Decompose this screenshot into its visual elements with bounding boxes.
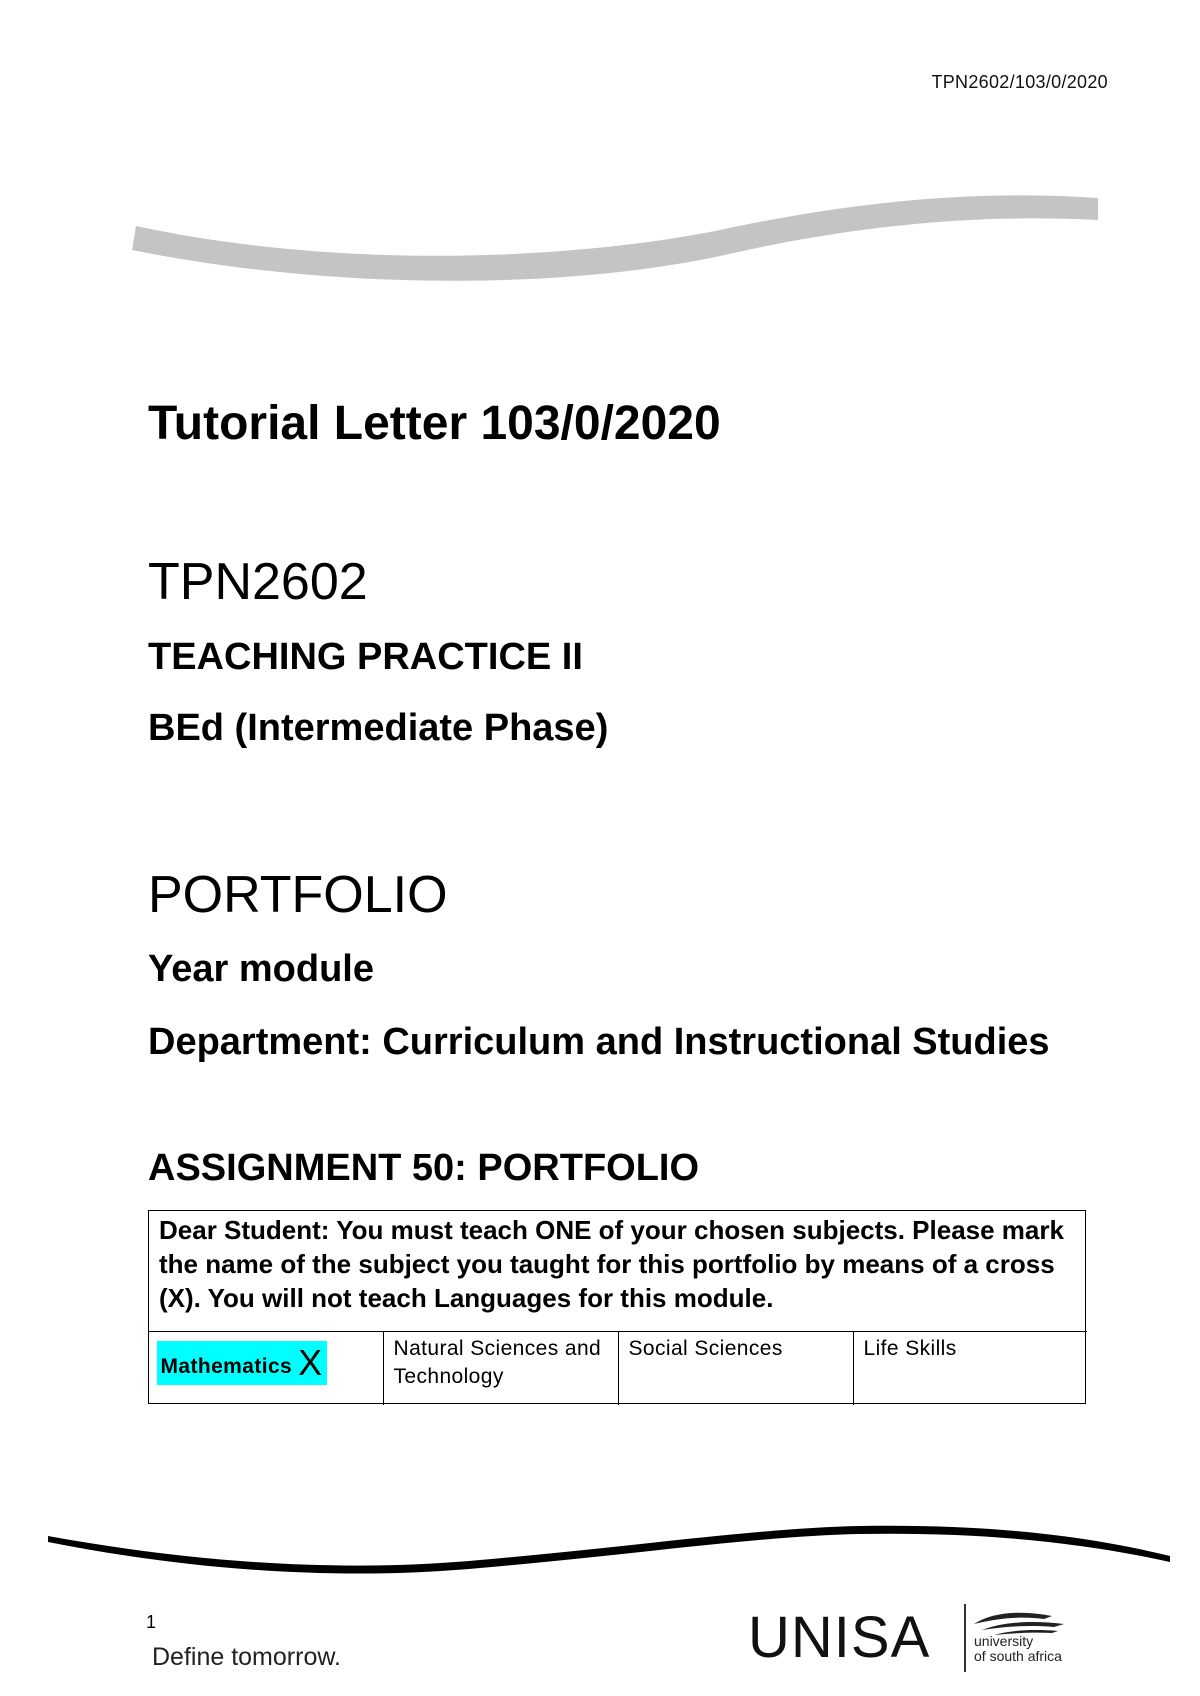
subject-label: Social Sciences (628, 1337, 783, 1360)
footer-tagline: Define tomorrow. (152, 1643, 341, 1671)
subject-cell-social-sciences (618, 1332, 853, 1405)
subject-label: Mathematics (160, 1355, 293, 1378)
selected-subject-highlight (157, 1341, 327, 1385)
logo-subtext (974, 1634, 1062, 1664)
logo-subtext-line1: university (974, 1633, 1034, 1649)
logo-subtext-line2: of south africa (974, 1648, 1062, 1664)
tutorial-letter-title: Tutorial Letter 103/0/2020 (148, 397, 721, 450)
department: Department: Curriculum and Instructional Studies (148, 1021, 1050, 1063)
decorative-swoosh-top (0, 0, 1200, 320)
subject-cell-mathematics (148, 1332, 383, 1405)
subject-cell-life-skills (853, 1332, 1088, 1405)
cross-mark: X (298, 1342, 323, 1383)
module-code: TPN2602 (148, 553, 368, 611)
unisa-logo-wordmark: UNISA (748, 1605, 931, 1670)
subject-selection-box (148, 1210, 1086, 1404)
page-number: 1 (146, 1612, 157, 1632)
document-type: PORTFOLIO (148, 866, 448, 924)
subject-row (148, 1331, 1087, 1406)
decorative-swoosh-bottom (0, 1490, 1200, 1590)
subject-cell-natural-sciences (383, 1332, 618, 1405)
subject-label: Natural Sciences and Technology (393, 1337, 602, 1388)
logo-divider (964, 1604, 966, 1672)
qualification: BEd (Intermediate Phase) (148, 707, 609, 749)
module-name: TEACHING PRACTICE II (148, 636, 583, 678)
document-reference: TPN2602/103/0/2020 (931, 72, 1108, 92)
subject-label: Life Skills (863, 1337, 957, 1360)
subject-instruction: Dear Student: You must teach ONE of your chosen subjects. Please mark the name of the subject you taught for this portfolio by means of a cross (X). You will not teach Languages for this module. (159, 1215, 1064, 1313)
module-type: Year module (148, 948, 374, 990)
assignment-title: ASSIGNMENT 50: PORTFOLIO (148, 1147, 700, 1189)
